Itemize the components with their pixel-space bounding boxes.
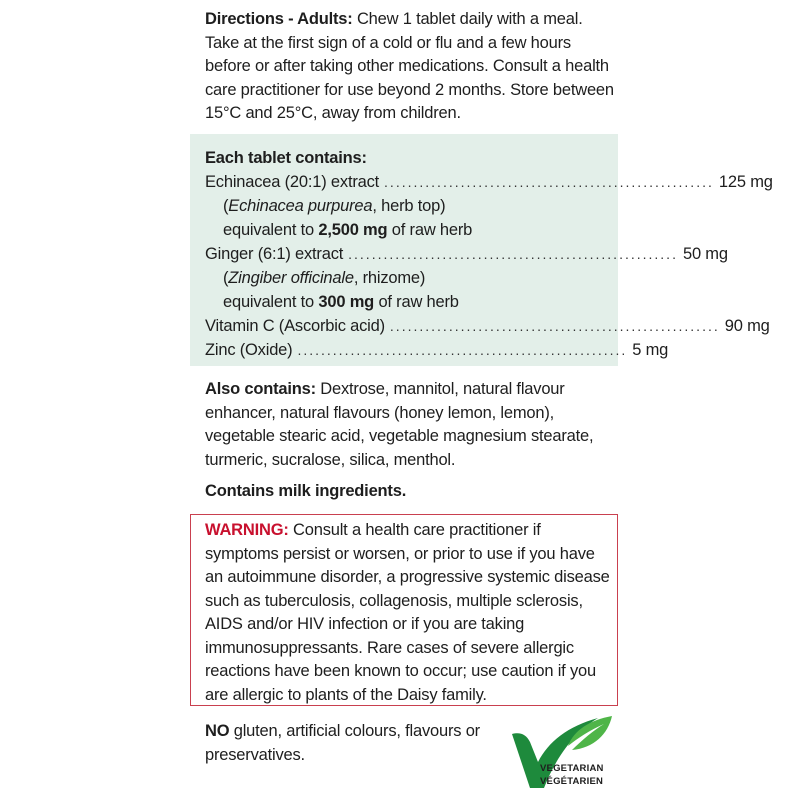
equiv-amount: 300 mg <box>318 293 375 311</box>
warning-text: Consult a health care practitioner if symptoms persist or worsen, or prior to use if you have an autoimmune disorder, a progressive systemic disease such as tuberculosis, collagenosis, multiple sclerosis, AIDS and/or HIV infection or if you are taking immunosuppressants. Rare cases of severe allergic reactions have been known to occur; use caution if you are allergic to plants of the Daisy family. <box>205 521 610 704</box>
equiv-pre: equivalent to <box>223 221 314 239</box>
ingredient-amount: 90 mg <box>724 317 770 335</box>
vegetarian-label-en: VEGETARIAN <box>540 763 604 774</box>
ingredient-name: Zinc (Oxide) <box>205 341 293 359</box>
also-contains-label: Also contains: <box>205 380 316 398</box>
ingredient-row-vitamin-c <box>205 314 770 338</box>
ingredient-amount: 50 mg <box>682 245 728 263</box>
directions-text: Chew 1 tablet daily with a meal. Take at the first sign of a cold or flu and a few hours before or after taking other medications. Consult a health care practitioner for use beyond 2 months. Store between 15°C and 25°C, away from children. <box>205 10 614 122</box>
ingredients-heading: Each tablet contains: <box>205 149 367 167</box>
vegetarian-label-fr: VÉGÉTARIEN <box>540 776 604 787</box>
also-contains-text: Dextrose, mannitol, natural flavour enhancer, natural flavours (honey lemon, lemon), vegetable stearic acid, vegetable magnesium stearate, turmeric, sucralose, silica, menthol. <box>205 380 594 469</box>
ingredient-amount: 5 mg <box>632 341 669 359</box>
also-contains-paragraph <box>205 378 615 472</box>
warning-box <box>190 514 618 706</box>
leader-dots: ........................................................ <box>389 318 720 334</box>
free-from-text: gluten, artificial colours, flavours or preservatives. <box>205 722 480 764</box>
equiv-post: of raw herb <box>378 293 459 311</box>
directions-paragraph <box>205 8 615 126</box>
leader-dots: ........................................................ <box>348 246 678 262</box>
ingredient-equivalent-echinacea <box>205 218 595 242</box>
ingredients-box <box>190 134 773 366</box>
free-from-statement <box>205 720 505 767</box>
warning-label: WARNING: <box>205 521 289 539</box>
allergen-statement: Contains milk ingredients. <box>205 482 407 500</box>
leader-dots: ........................................................ <box>297 342 628 358</box>
equiv-pre: equivalent to <box>223 293 314 311</box>
source-latin-name: Echinacea purpurea <box>228 197 373 215</box>
ingredient-amount: 125 mg <box>718 173 773 191</box>
ingredient-name: Echinacea (20:1) extract <box>205 173 380 191</box>
source-part: , herb top) <box>372 197 446 215</box>
source-part: , rhizome) <box>353 269 426 287</box>
ingredient-source-ginger: ( Zingiber officinale , rhizome) <box>205 266 595 290</box>
free-from-label: NO <box>205 722 230 740</box>
ingredient-source-echinacea: ( Echinacea purpurea , herb top) <box>205 194 595 218</box>
equiv-amount: 2,500 mg <box>318 221 388 239</box>
directions-label: Directions - Adults: <box>205 10 353 28</box>
leader-dots: ........................................................ <box>384 174 714 190</box>
warning-paragraph <box>205 519 610 707</box>
ingredient-name: Vitamin C (Ascorbic acid) <box>205 317 385 335</box>
ingredient-row-echinacea <box>205 170 773 194</box>
equiv-post: of raw herb <box>391 221 473 239</box>
source-latin-name: Zingiber officinale <box>228 269 354 287</box>
ingredient-equivalent-ginger <box>205 290 595 314</box>
ingredient-row-ginger <box>205 242 728 266</box>
ingredient-name: Ginger (6:1) extract <box>205 245 344 263</box>
ingredient-row-zinc <box>205 338 669 362</box>
